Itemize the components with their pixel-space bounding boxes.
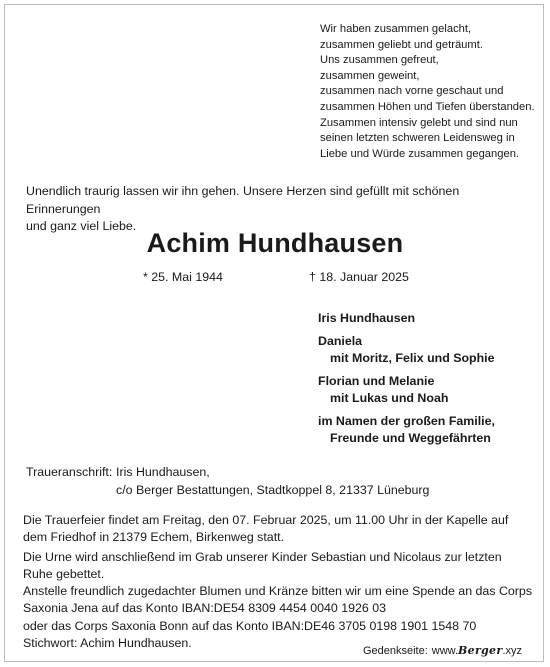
mourning-address [26, 464, 531, 499]
notice-line: Die Trauerfeier findet am Freitag, den 07. Februar 2025, um 11.00 Uhr in der Kapelle auf [23, 513, 509, 527]
notice-line: oder das Corps Saxonia Bonn auf das Konto IBAN:DE46 3705 0198 1901 1548 70 [23, 618, 477, 633]
footer-label: Gedenkseite: [362, 645, 428, 657]
address-label: Traueranschrift: [26, 465, 113, 479]
poem-line: Liebe und Würde zusammen gegangen. [320, 147, 520, 160]
family-sub: Freunde und Weggefährten [330, 431, 491, 445]
death-date: † 18. Januar 2025 [309, 270, 409, 284]
notice-paragraph [23, 549, 533, 652]
poem-line: Zusammen intensiv gelebt und sind nun [320, 116, 518, 129]
family-signatures [318, 310, 538, 453]
family-group [318, 373, 538, 408]
address-line: Iris Hundhausen, [116, 465, 210, 479]
family-group [318, 310, 538, 328]
poem-line: Uns zusammen gefreut, [320, 54, 439, 67]
poem [320, 22, 535, 162]
address-line: c/o Berger Bestattungen, Stadtkoppel 8, 21337 Lüneburg [116, 482, 430, 497]
family-name: im Namen der großen Familie, [318, 413, 495, 428]
family-group [318, 333, 538, 368]
deceased-name: Achim Hundhausen [146, 228, 404, 258]
memorial-link[interactable] [432, 644, 522, 657]
poem-line: zusammen geweint, [320, 69, 420, 82]
notice-paragraph [23, 512, 533, 546]
poem-line: zusammen geliebt und geträumt. [320, 38, 483, 51]
poem-line: seinen letzten schweren Leidensweg in [320, 132, 515, 145]
family-sub: mit Lukas und Noah [330, 391, 449, 405]
berger-logo: Berger [458, 644, 503, 657]
link-suffix: .xyz [502, 645, 522, 657]
family-group [318, 413, 538, 448]
link-prefix: www. [431, 645, 459, 657]
family-name: Florian und Melanie [318, 373, 435, 388]
family-sub: mit Moritz, Felix und Sophie [330, 351, 495, 365]
family-name: Iris Hundhausen [318, 311, 416, 325]
poem-line: zusammen nach vorne geschaut und [320, 85, 504, 98]
funeral-notice [23, 512, 533, 655]
birth-date: * 25. Mai 1944 [143, 270, 223, 284]
memorial-page-footer [363, 644, 522, 657]
notice-line: Ruhe gebettet. [23, 567, 105, 582]
notice-line: Die Urne wird anschließend im Grab unserer Kinder Sebastian und Nicolaus zur letzten [23, 550, 502, 565]
notice-line: Anstelle freundlich zugedachter Blumen und Kränze bitten wir um eine Spende an das Corps [23, 584, 533, 599]
intro-line: und ganz viel Liebe. [26, 219, 137, 233]
notice-line: dem Friedhof in 21379 Echem, Birkenweg statt. [23, 530, 285, 545]
family-name: Daniela [318, 333, 363, 348]
notice-line: Saxonia Jena auf das Konto IBAN:DE54 8309 4454 0040 1926 03 [23, 601, 387, 616]
poem-line: Wir haben zusammen gelacht, [320, 23, 472, 35]
notice-line: Stichwort: Achim Hundhausen. [23, 635, 192, 650]
intro-line: Unendlich traurig lassen wir ihn gehen. Unsere Herzen sind gefüllt mit schönen Erinnerungen [26, 184, 460, 216]
poem-line: zusammen Höhen und Tiefen überstanden. [320, 100, 535, 113]
